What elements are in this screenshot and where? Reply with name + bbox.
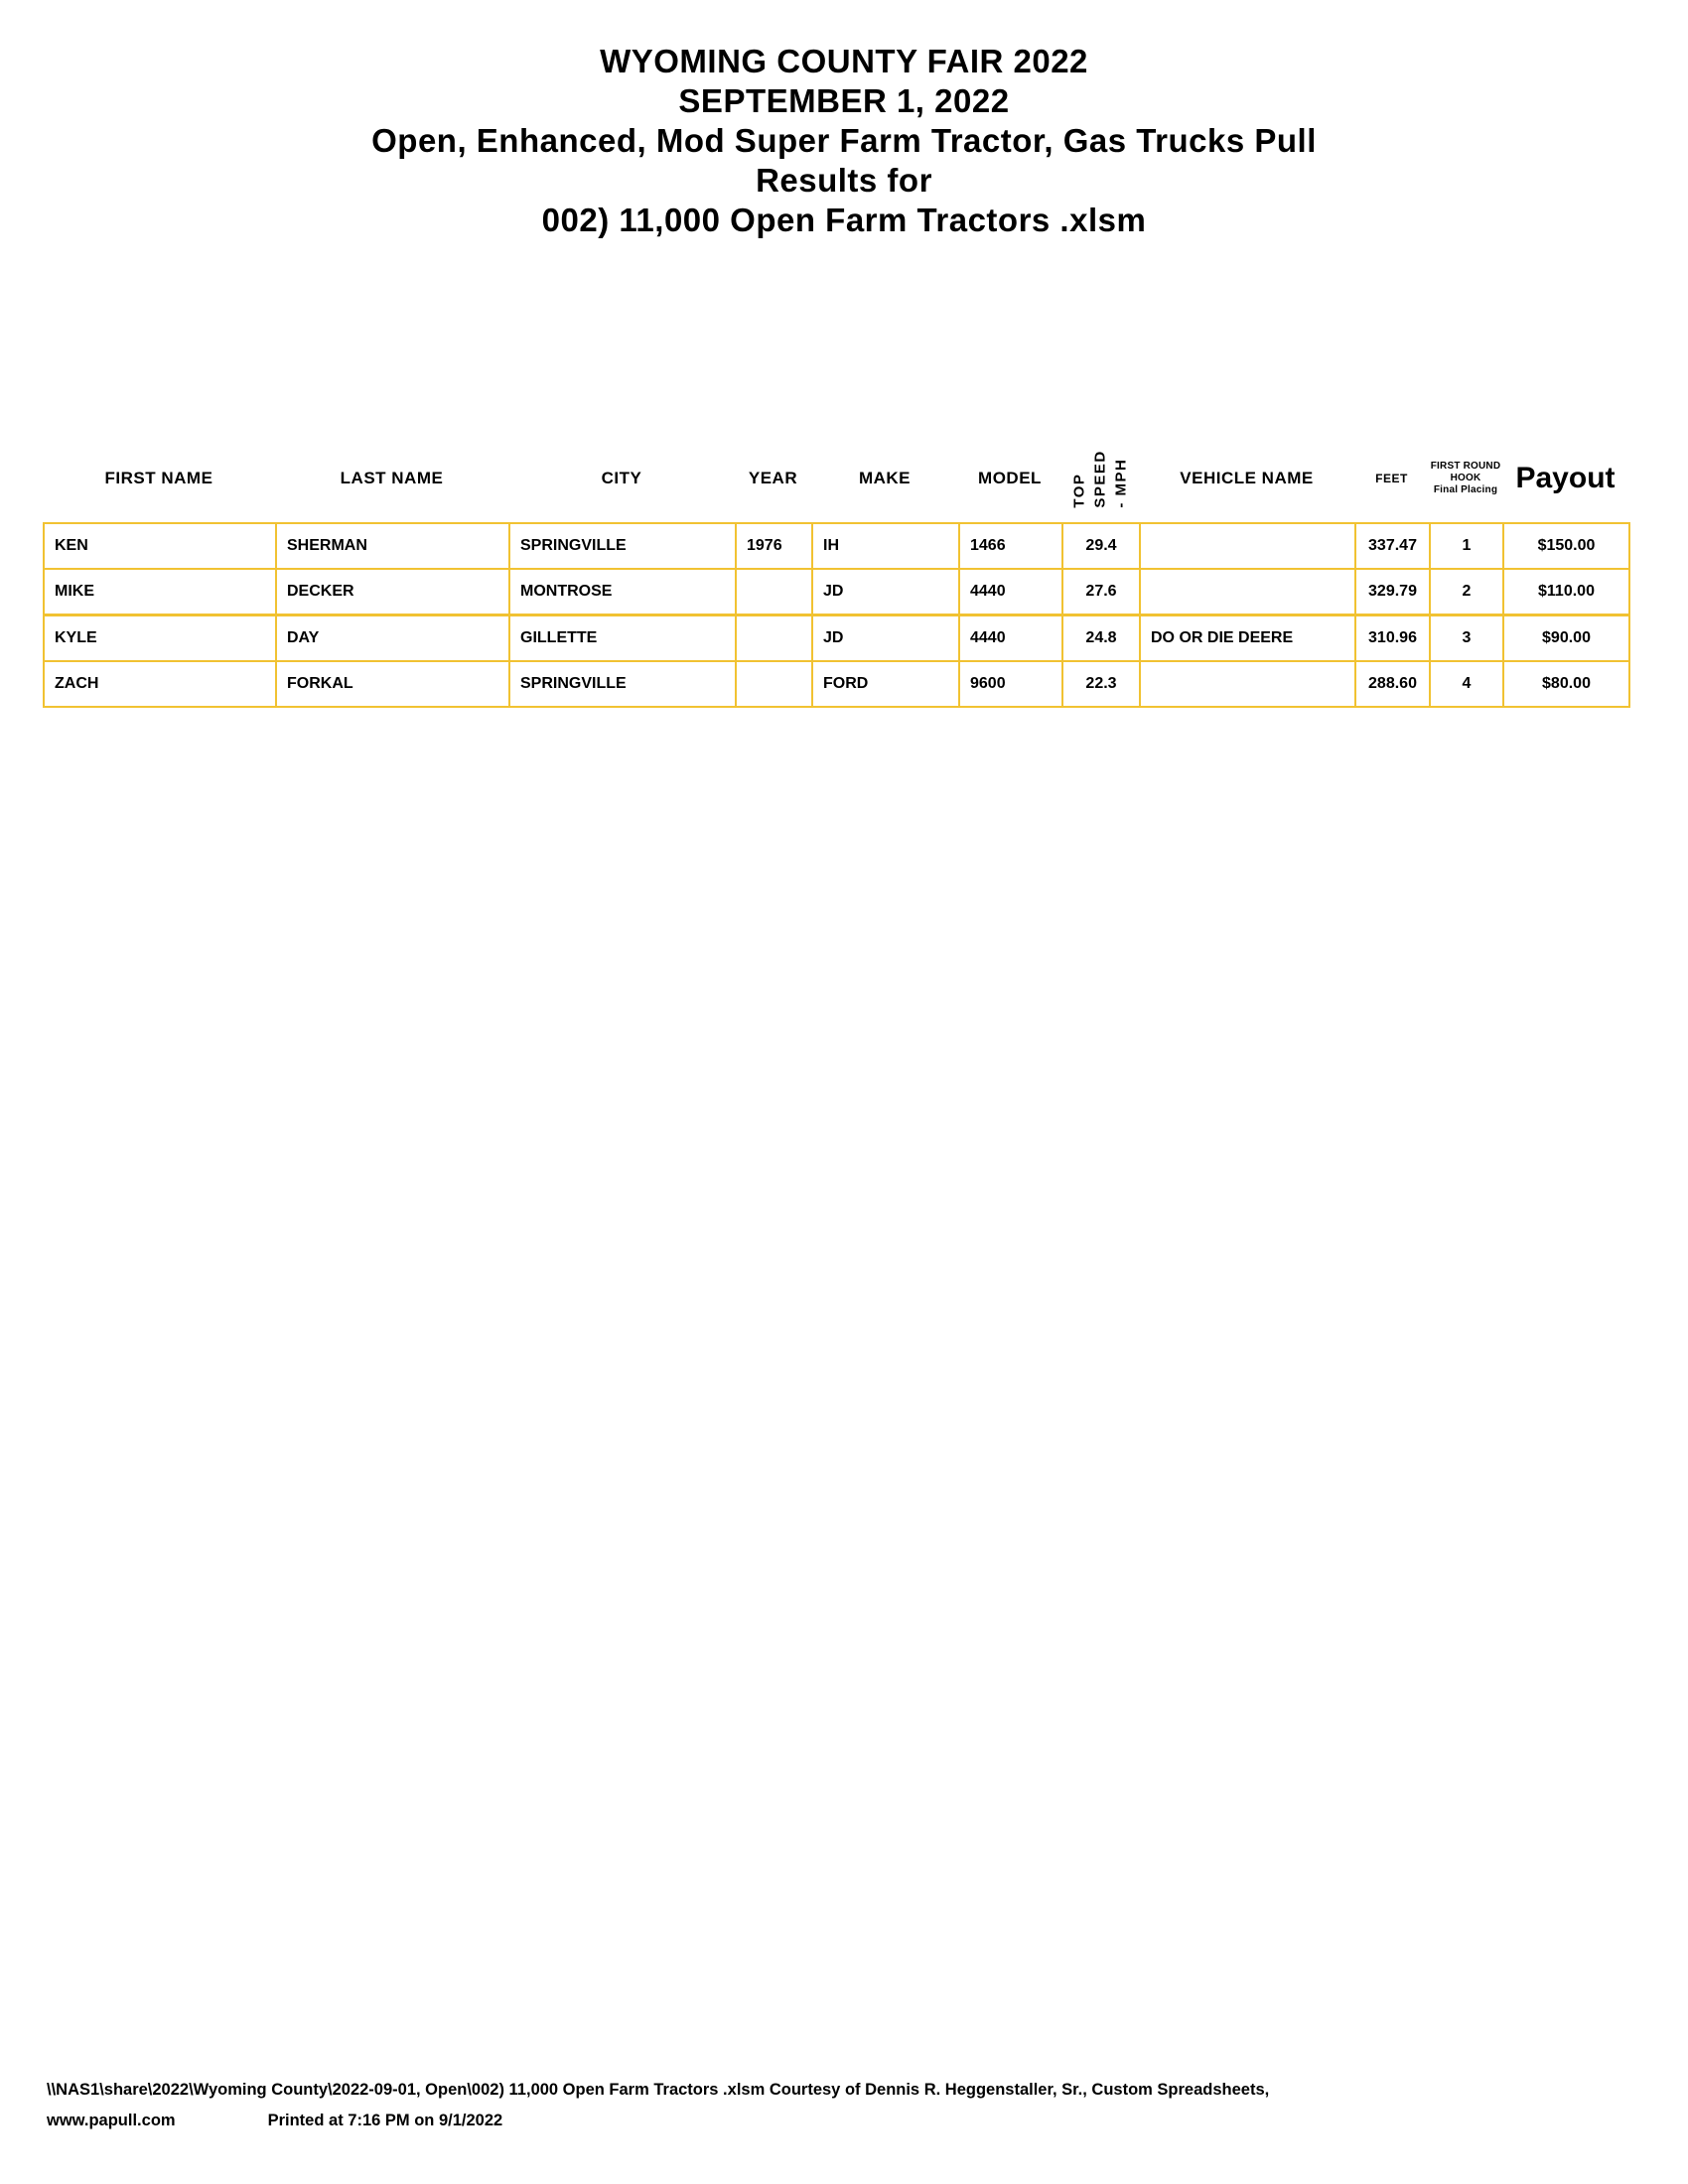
footer-file-path: \\NAS1\share\2022\Wyoming County\2022-09-01, Open\002) 11,000 Open Farm Tractors .xlsm Courtesy of Dennis R. Heggenstaller, Sr., Custom Spreadsheets, [47,2081,1270,2099]
city-cell: SPRINGVILLE [509,661,736,707]
event-classes: Open, Enhanced, Mod Super Farm Tractor, Gas Trucks Pull [371,122,1317,159]
results-for-label: Results for [756,162,932,199]
table-row [44,569,1629,615]
feet-cell: 288.60 [1355,661,1430,707]
results-table [43,435,1628,708]
first-name-cell: KYLE [44,615,276,662]
make-cell: FORD [812,661,959,707]
header-make: MAKE [858,469,912,487]
city-cell: GILLETTE [509,615,736,662]
model-cell: 1466 [959,523,1062,569]
header-vehicle-name: VEHICLE NAME [1180,469,1314,487]
header-payout: Payout [1515,462,1616,494]
header-feet: FEET [1375,472,1408,485]
payout-cell: $80.00 [1503,661,1629,707]
hook-placing-cell: 3 [1430,615,1503,662]
year-cell [736,569,812,615]
make-cell: JD [812,569,959,615]
year-cell: 1976 [736,523,812,569]
table-row [44,615,1629,662]
event-title: WYOMING COUNTY FAIR 2022 [600,43,1088,79]
results-grid [43,522,1630,708]
city-cell: SPRINGVILLE [509,523,736,569]
payout-cell: $90.00 [1503,615,1629,662]
model-cell: 4440 [959,569,1062,615]
model-cell: 9600 [959,661,1062,707]
vehicle-name-cell [1140,661,1355,707]
title-block [0,42,1688,240]
header-top-speed [1061,435,1139,522]
header-last-name: LAST NAME [340,469,444,487]
vehicle-name-cell [1140,569,1355,615]
last-name-cell: SHERMAN [276,523,509,569]
table-row [44,523,1629,569]
payout-cell: $110.00 [1503,569,1629,615]
last-name-cell: DAY [276,615,509,662]
first-name-cell: KEN [44,523,276,569]
footer-printed-timestamp: Printed at 7:16 PM on 9/1/2022 [267,2112,503,2129]
class-file-name: 002) 11,000 Open Farm Tractors .xlsm [541,202,1147,238]
header-first-round-hook: FIRST ROUND HOOK Final Placing [1430,461,1501,495]
payout-cell: $150.00 [1503,523,1629,569]
last-name-cell: FORKAL [276,661,509,707]
model-cell: 4440 [959,615,1062,662]
year-cell [736,615,812,662]
event-date: SEPTEMBER 1, 2022 [678,82,1010,119]
top-speed-cell: 24.8 [1062,615,1140,662]
header-year: YEAR [748,469,798,487]
footer-line2 [47,2106,1655,2136]
city-cell: MONTROSE [509,569,736,615]
hook-placing-cell: 2 [1430,569,1503,615]
year-cell [736,661,812,707]
footer-website: www.papull.com [47,2112,176,2129]
top-speed-cell: 27.6 [1062,569,1140,615]
vehicle-name-cell: DO OR DIE DEERE [1140,615,1355,662]
top-speed-cell: 29.4 [1062,523,1140,569]
table-row [44,661,1629,707]
results-table-header [43,435,1628,522]
header-city: CITY [601,469,642,487]
header-first-name: FIRST NAME [104,469,213,487]
last-name-cell: DECKER [276,569,509,615]
top-speed-cell: 22.3 [1062,661,1140,707]
make-cell: JD [812,615,959,662]
header-model: MODEL [978,469,1042,487]
make-cell: IH [812,523,959,569]
first-name-cell: ZACH [44,661,276,707]
vehicle-name-cell [1140,523,1355,569]
feet-cell: 329.79 [1355,569,1430,615]
first-name-cell: MIKE [44,569,276,615]
hook-placing-cell: 1 [1430,523,1503,569]
feet-cell: 310.96 [1355,615,1430,662]
feet-cell: 337.47 [1355,523,1430,569]
rotated-top-speed-label: TOP SPEED - MPH [1070,449,1130,508]
page-footer [47,2075,1655,2136]
hook-placing-cell: 4 [1430,661,1503,707]
